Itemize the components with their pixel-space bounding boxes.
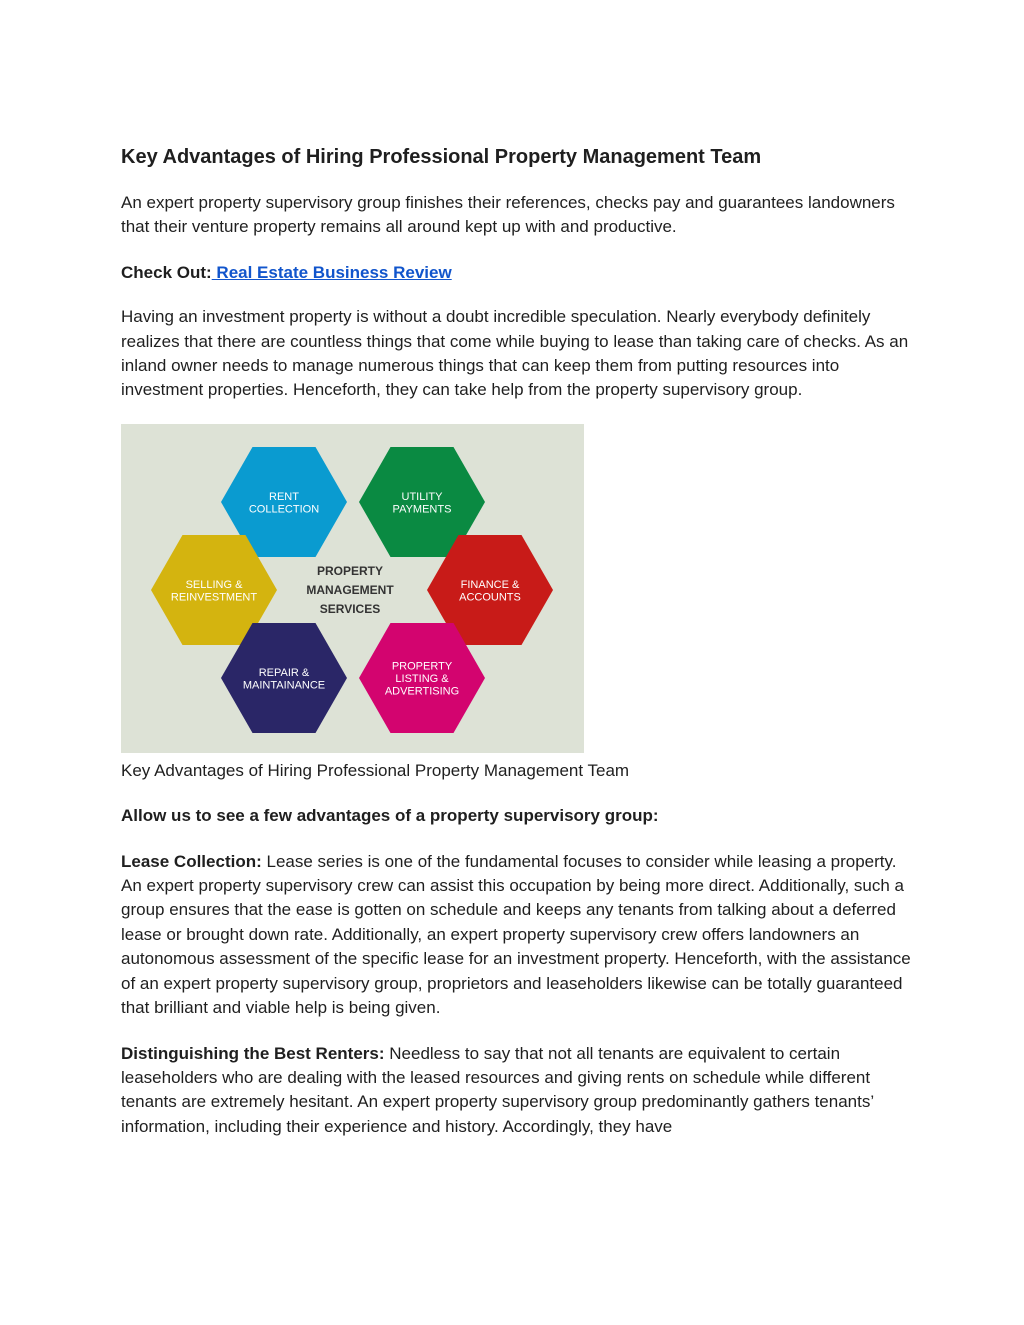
hexagon-listing-label-3: ADVERTISING bbox=[384, 685, 460, 698]
best-renters-text: Needless to say that not all tenants are equivalent to certain leaseholders who are dealing with the leased resources and giving rents on schedule while different tenants are extremely hesitant. An expert property supervisory group predominantly gathers tenants’ information, including their experience and history. Accordingly, they have bbox=[121, 1043, 874, 1136]
hexagon-selling-label-1: SELLING & bbox=[185, 578, 243, 591]
intro-paragraph: An expert property supervisory group finishes their references, checks pay and guarantees landowners that their venture property remains all around kept up with and productive. bbox=[121, 193, 895, 237]
property-services-diagram bbox=[121, 424, 584, 753]
diagram-svg bbox=[121, 424, 584, 753]
diagram-center-label bbox=[306, 564, 394, 616]
hexagon-utility-label-1: UTILITY bbox=[401, 490, 443, 503]
check-out-line bbox=[121, 261, 911, 285]
check-out-label: Check Out: bbox=[121, 262, 212, 282]
hexagon-listing-label-1: PROPERTY bbox=[391, 660, 453, 673]
real-estate-review-link[interactable]: Real Estate Business Review bbox=[211, 262, 452, 282]
hexagon-finance-label-1: FINANCE & bbox=[460, 578, 520, 591]
hexagon-rent-label-1: RENT bbox=[269, 490, 299, 503]
center-line-1: PROPERTY bbox=[316, 563, 384, 578]
investment-paragraph: Having an investment property is without a doubt incredible speculation. Nearly everybody definitely realizes that there are countless things that come while buying to lease than taking care of checks. As an inland owner needs to manage numerous things that can keep them from putting resources into investment properties. Henceforth, they can take help from the property supervisory group. bbox=[121, 307, 909, 400]
center-line-3: SERVICES bbox=[319, 601, 381, 616]
best-renters-paragraph bbox=[121, 1042, 911, 1140]
hexagon-selling-label-2: REINVESTMENT bbox=[170, 591, 258, 604]
lease-collection-text: Lease series is one of the fundamental focuses to consider while leasing a property. An expert property supervisory crew can assist this occupation by being more direct. Additionally, such a group ensures that the ease is gotten on schedule and keeps any tenants from talking about a deferred lease or brought down rate. Additionally, an expert property supervisory crew offers landowners an autonomous assessment of the specific lease for an investment property. Henceforth, with the assistance of an expert property supervisory group, proprietors and leaseholders likewise can be totally guaranteed that brilliant and viable help is being given. bbox=[121, 851, 911, 1018]
center-line-2: MANAGEMENT bbox=[306, 582, 394, 597]
document-page bbox=[121, 141, 911, 1139]
page-title: Key Advantages of Hiring Professional Property Management Team bbox=[121, 146, 762, 168]
best-renters-label: Distinguishing the Best Renters: bbox=[121, 1043, 385, 1063]
hexagon-finance-label-2: ACCOUNTS bbox=[459, 591, 521, 604]
advantages-heading: Allow us to see a few advantages of a property supervisory group: bbox=[121, 806, 659, 826]
figure-caption: Key Advantages of Hiring Professional Property Management Team bbox=[121, 760, 630, 780]
lease-collection-paragraph bbox=[121, 850, 911, 1021]
hexagon-rent-label-2: COLLECTION bbox=[248, 503, 320, 516]
hexagon-repair-label-1: REPAIR & bbox=[258, 666, 310, 679]
lease-collection-label: Lease Collection: bbox=[121, 851, 262, 871]
hexagon-repair-label-2: MAINTAINANCE bbox=[242, 679, 326, 692]
hexagon-listing-label-2: LISTING & bbox=[395, 672, 449, 685]
hexagon-utility-label-2: PAYMENTS bbox=[392, 503, 452, 516]
